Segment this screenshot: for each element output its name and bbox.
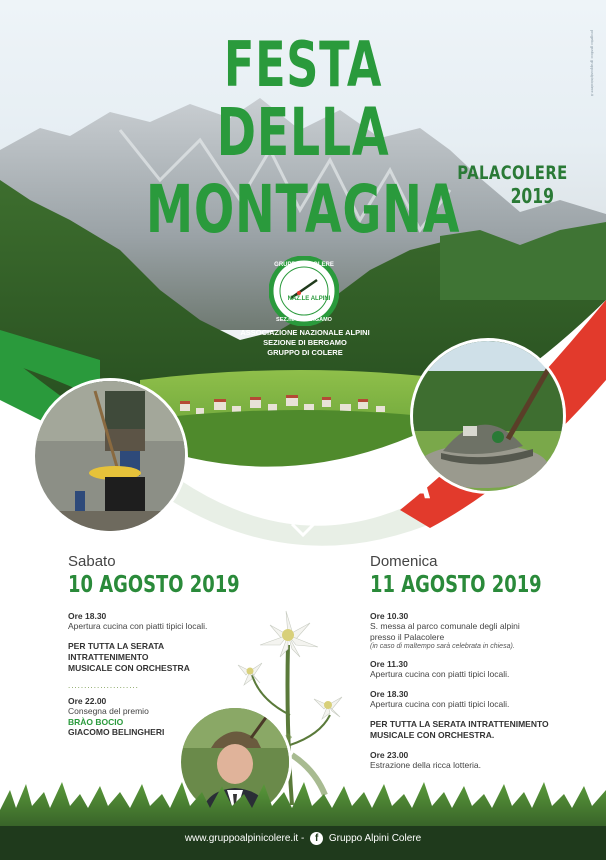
lottery-time: Ore 23.00 <box>370 750 409 760</box>
badge-bottom-text: SEZ.ne DI BERGAMO <box>276 317 332 323</box>
badge-middle-text: NAZ.LE ALPINI <box>287 296 331 302</box>
event-time: Ore 18.30 <box>370 689 409 699</box>
association-line-2: SEZIONE DI BERGAMO <box>263 338 347 347</box>
saturday-date: 10 AGOSTO 2019 <box>68 572 240 598</box>
sunday-mass <box>370 611 580 650</box>
evening-line: PER TUTTA LA SERATA <box>68 641 165 651</box>
programma-heading <box>186 466 431 507</box>
mass-line-1: S. messa al parco comunale degli alpini <box>370 621 520 631</box>
dotted-separator: ...................... <box>68 681 139 690</box>
award-time: Ore 22.00 <box>68 696 107 706</box>
association-line-1: ASSOCIAZIONE NAZIONALE ALPINI <box>240 328 370 337</box>
event-year: 2019 <box>510 184 554 208</box>
alpini-hat-photo <box>410 338 566 494</box>
mass-note: (in caso di maltempo sarà celebrata in chiesa). <box>370 643 515 650</box>
footer <box>0 832 606 845</box>
sunday-evening <box>370 719 580 741</box>
event-text: Apertura cucina con piatti tipici locali. <box>68 621 208 631</box>
website-link[interactable]: www.gruppoalpinicolere.it - <box>184 833 305 845</box>
evening-line: MUSICALE CON ORCHESTRA <box>68 663 190 673</box>
event-time: Ore 11.30 <box>370 659 408 669</box>
venue-block <box>430 162 568 208</box>
mass-line-2: presso il Palacolere <box>370 632 445 642</box>
evening-line: MUSICALE CON ORCHESTRA. <box>370 730 495 740</box>
sunday-day: Domenica <box>370 553 438 570</box>
event-text: Apertura cucina con piatti tipici locali. <box>370 699 510 709</box>
facebook-icon: f <box>310 832 323 845</box>
event-time: Ore 18.30 <box>68 611 107 621</box>
evening-line: PER TUTTA LA SERATA INTRATTENIMENTO <box>370 719 549 729</box>
chevron-down-icon <box>288 520 318 540</box>
lottery-text: Estrazione della ricca lotteria. <box>370 760 482 770</box>
sunday-event-1 <box>370 659 580 680</box>
grass-footer <box>0 780 606 860</box>
association-name <box>230 328 380 358</box>
programma-label: PROGRAMMA <box>219 466 431 507</box>
event-text: Apertura cucina con piatti tipici locali. <box>370 669 510 679</box>
design-credit: progetto grafico: gruppoalpinicolere.it <box>590 30 595 96</box>
alpini-badge-logo <box>269 256 339 326</box>
cooking-photo <box>32 378 188 534</box>
award-text: Consegna del premio <box>68 706 149 716</box>
award-winner: GIACOMO BELINGHERI <box>68 727 165 737</box>
venue-name: PALACOLERE <box>457 162 568 184</box>
badge-top-text: GRUPPO di COLERE <box>274 262 334 268</box>
saturday-day: Sabato <box>68 553 116 570</box>
sunday-event-2 <box>370 689 580 710</box>
facebook-page-link[interactable]: Gruppo Alpini Colere <box>328 833 422 845</box>
association-line-3: GRUPPO DI COLERE <box>267 348 343 357</box>
sunday-column <box>370 553 580 780</box>
sunday-lottery <box>370 750 580 771</box>
sunday-date: 11 AGOSTO 2019 <box>370 572 542 598</box>
title-line-1: FESTA <box>223 28 383 101</box>
evening-line: INTRATTENIMENTO <box>68 652 149 662</box>
title-line-2: DELLA MONTAGNA <box>145 94 461 248</box>
mass-time: Ore 10.30 <box>370 611 409 621</box>
award-prize: BRÀO BOCIO <box>68 717 124 727</box>
